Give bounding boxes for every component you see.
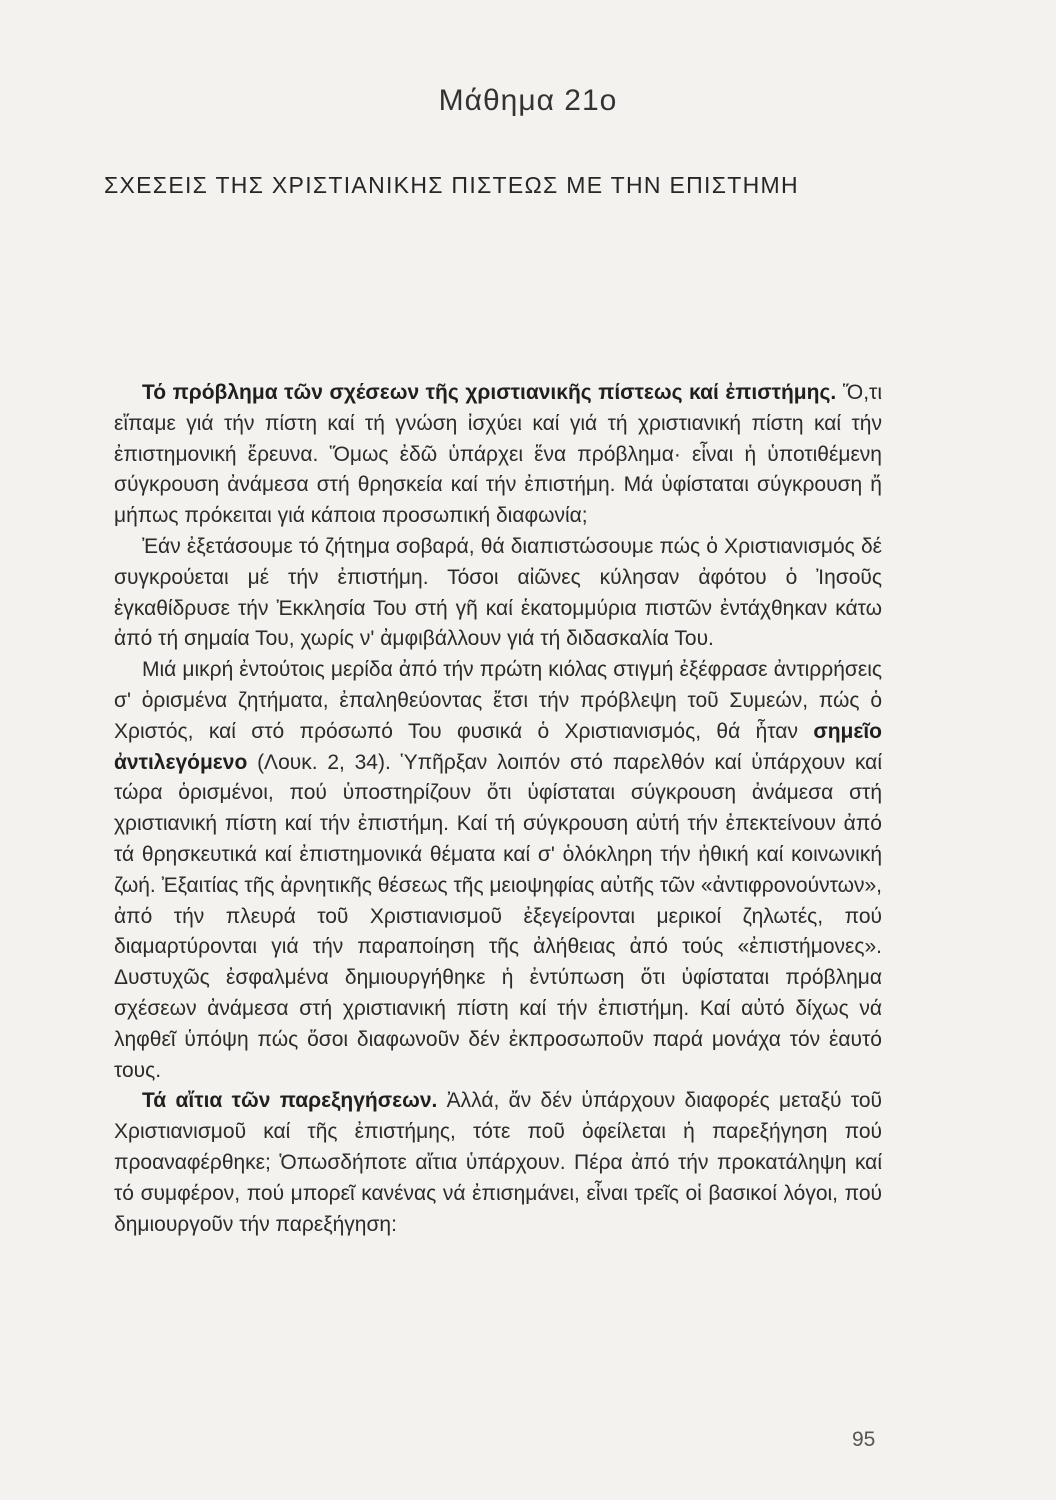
paragraph-3-end: (Λουκ. 2, 34). Ὑπῆρξαν λοιπόν στό παρελθόν καί ὑπάρχουν καί τώρα ὁρισμένοι, πού ὑποστηρίζουν ὅτι ὑφίσταται σύγκρουση ἀνάμεσα στή χριστιανική πίστη καί τήν ἐπιστήμη. Καί τή σύγκρουση αὐτή τήν ἐπεκτείνουν ἀπό τά θρησκευτικά καί ἐπιστημονικά θέματα καί σ' ὁλόκληρη τήν ἠθική καί κοινωνική ζωή. Ἐξαιτίας τῆς ἀρνητικῆς θέσεως τῆς μειοψηφίας αὐτῆς τῶν «ἀντιφρονούντων», ἀπό τήν πλευρά τοῦ Χριστιανισμοῦ ἐξεγείρονται μερικοί ζηλωτές, πού διαμαρτύρονται γιά τήν παραποίηση τῆς ἀλήθειας ἀπό τούς «ἐπιστήμονες». Δυστυχῶς ἐσφαλμένα δημιουργήθηκε ἡ ἐντύπωση ὅτι ὑφίσταται πρόβλημα σχέσεων ἀνάμεσα στή χριστιανική πίστη καί τήν ἐπιστήμη. Καί αὐτό δίχως νά ληφθεῖ ὑπόψη πώς ὅσοι διαφωνοῦν δέν ἐκπροσωποῦν παρά μονάχα τόν ἑαυτό τους. <box>114 750 882 1082</box>
section-title-2: Τά αἴτια τῶν παρεξηγήσεων. <box>142 1089 438 1113</box>
chapter-heading: ΣΧΕΣΕΙΣ ΤΗΣ ΧΡΙΣΤΙΑΝΙΚΗΣ ΠΙΣΤΕΩΣ ΜΕ ΤΗΝ ΕΠΙΣΤΗΜΗ <box>104 172 799 198</box>
paragraph-3-start: Μιά μικρή ἐντούτοις μερίδα ἀπό τήν πρώτη κιόλας στιγμή ἐξέφρασε ἀντιρρήσεις σ' ὁρισμένα ζητήματα, ἐπαληθεύοντας ἔτσι τήν πρόβλεψη τοῦ Συμεών, πώς ὁ Χριστός, καί στό πρόσωπό Του φυσικά ὁ Χριστιανισμός, θά ἦταν <box>114 658 882 743</box>
paragraph-2: Ἐάν ἐξετάσουμε τό ζήτημα σοβαρά, θά διαπιστώσουμε πώς ὁ Χριστιανισμός δέ συγκρούεται μέ τήν ἐπιστήμη. Τόσοι αἰῶνες κύλησαν ἀφότου ὁ Ἰησοῦς ἐγκαθίδρυσε τήν Ἐκκλησία Του στή γῆ καί ἑκατομμύρια πιστῶν ἐντάχθηκαν κάτω ἀπό τή σημαία Του, χωρίς ν' ἀμφιβάλλουν γιά τή διδασκαλία Του. <box>114 534 882 651</box>
page-number: 95 <box>852 1428 876 1451</box>
body-text <box>114 378 882 1240</box>
emphasis-phrase: σημεῖο ἀντιλεγόμενο <box>114 719 882 774</box>
paragraph-1 <box>114 378 882 532</box>
paragraph-4 <box>114 1086 882 1240</box>
section-title-1: Τό πρόβλημα τῶν σχέσεων τῆς χριστιανικῆς πίστεως καί ἐπιστήμης. <box>142 381 837 404</box>
paragraph-1-text: Ὅ,τι εἴπαμε γιά τήν πίστη καί τή γνώση ἰσχύει καί γιά τή χριστιανική πίστη καί τήν ἐπιστημονική ἔρευνα. Ὅμως ἐδῶ ὑπάρχει ἕνα πρόβλημα· εἶναι ἡ ὑποτιθέμενη σύγκρουση ἀνάμεσα στή θρησκεία καί τήν ἐπιστήμη. Μά ὑφίσταται σύγκρουση ἤ μήπως πρόκειται γιά κάποια προσωπική διαφωνία; <box>114 381 882 528</box>
paragraph-4-text: Ἀλλά, ἄν δέν ὑπάρχουν διαφορές μεταξύ τοῦ Χριστιανισμοῦ καί τῆς ἐπιστήμης, τότε ποῦ ὀφείλεται ἡ παρεξήγηση πού προαναφέρθηκε; Ὁπωσδήποτε αἴτια ὑπάρχουν. Πέρα ἀπό τήν προκατάληψη καί τό συμφέρον, πού μπορεῖ κανένας νά ἐπισημάνει, εἶναι τρεῖς οἱ βασικοί λόγοι, πού δημιουργοῦν τήν παρεξήγηση: <box>114 1089 882 1236</box>
lesson-title: Μάθημα 21ο <box>438 84 618 117</box>
paragraph-3 <box>114 655 882 1086</box>
